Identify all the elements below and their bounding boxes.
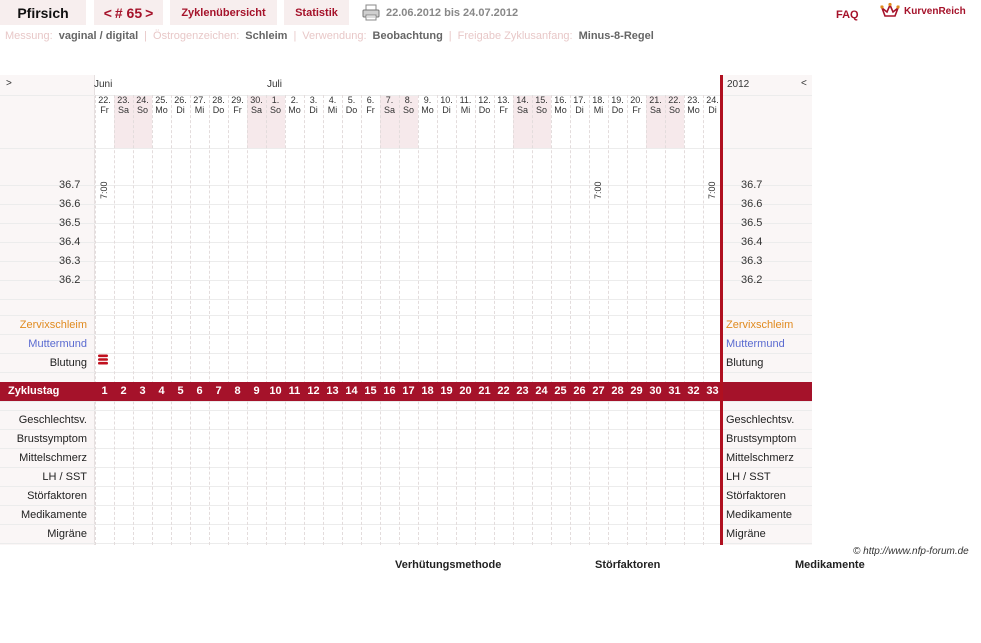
day-divider <box>209 95 210 545</box>
day-weekday: Mi <box>593 105 604 115</box>
day-header[interactable] <box>646 95 665 115</box>
row-label-st-rfaktoren-right: Störfaktoren <box>726 490 786 502</box>
grid-line <box>0 204 812 205</box>
row-label-cervix: Muttermund <box>28 338 87 350</box>
cycle-day-number: 23 <box>516 385 529 397</box>
grid-line <box>0 524 812 525</box>
cycle-day-number: 5 <box>177 385 184 397</box>
day-date: 11. <box>459 95 472 105</box>
cycle-day-number: 33 <box>706 385 719 397</box>
day-weekday: Fr <box>233 105 242 115</box>
day-weekday: Di <box>575 105 584 115</box>
day-header[interactable] <box>551 95 570 115</box>
day-date: 27. <box>193 95 206 105</box>
logo[interactable] <box>880 1 980 21</box>
day-header[interactable] <box>456 95 475 115</box>
day-date: 8. <box>404 95 413 105</box>
day-header[interactable] <box>589 95 608 115</box>
day-divider <box>551 95 552 545</box>
grid-line <box>0 223 812 224</box>
release-key: Freigabe Zyklusanfang: <box>457 30 573 42</box>
cycle-chart <box>0 75 812 545</box>
separator: | <box>293 30 297 42</box>
release-value: Minus-8-Regel <box>578 30 654 42</box>
row-label-bleeding: Blutung <box>49 357 87 369</box>
grid-line <box>0 429 812 430</box>
day-divider <box>684 95 685 545</box>
measure-key: Messung: <box>5 30 53 42</box>
temperature-label-right: 36.7 <box>741 179 763 191</box>
day-divider <box>513 95 514 545</box>
day-header[interactable] <box>494 95 513 115</box>
day-header[interactable] <box>95 95 114 115</box>
day-header[interactable] <box>152 95 171 115</box>
grid-line <box>0 334 812 335</box>
day-weekday: Di <box>176 105 185 115</box>
logo-text: KurvenReich <box>904 5 966 17</box>
temperature-label-right: 36.4 <box>741 236 763 248</box>
measure-value: vaginal / digital <box>58 30 139 42</box>
day-divider <box>399 95 400 545</box>
legend-contraception: Verhütungsmethode <box>395 559 502 571</box>
cycle-day-number: 31 <box>668 385 681 397</box>
estrogen-value: Schleim <box>245 30 288 42</box>
temperature-label: 36.2 <box>59 274 81 286</box>
day-date: 24. <box>136 95 149 105</box>
grid-line <box>0 315 812 316</box>
day-date: 12. <box>478 95 491 105</box>
day-divider <box>266 95 267 545</box>
day-divider <box>190 95 191 545</box>
day-weekday: So <box>668 105 680 115</box>
row-label-brustsymptom-right: Brustsymptom <box>726 433 797 445</box>
temperature-label: 36.3 <box>59 255 81 267</box>
day-header[interactable] <box>475 95 494 115</box>
day-divider <box>95 95 96 545</box>
day-date: 21. <box>649 95 662 105</box>
day-date: 14. <box>516 95 529 105</box>
day-header[interactable] <box>418 95 437 115</box>
day-date: 22. <box>668 95 681 105</box>
grid-line <box>0 261 812 262</box>
day-divider <box>342 95 343 545</box>
cycle-day-number: 11 <box>288 385 301 397</box>
day-weekday: Do <box>345 105 358 115</box>
day-header[interactable] <box>608 95 627 115</box>
cycle-day-number: 15 <box>364 385 377 397</box>
day-divider <box>323 95 324 545</box>
day-weekday: So <box>535 105 547 115</box>
cycle-day-number: 13 <box>326 385 339 397</box>
day-header[interactable] <box>323 95 342 115</box>
cycle-day-number: 14 <box>345 385 358 397</box>
day-divider <box>494 95 495 545</box>
cycle-day-number: 3 <box>139 385 146 397</box>
day-header[interactable] <box>209 95 228 115</box>
grid-line <box>0 486 812 487</box>
day-date: 7. <box>385 95 394 105</box>
day-divider <box>285 95 286 545</box>
day-divider <box>133 95 134 545</box>
row-label-cervix-mucus: Zervixschleim <box>19 319 87 331</box>
grid-line <box>0 299 812 300</box>
day-weekday: So <box>402 105 414 115</box>
day-date: 10. <box>440 95 453 105</box>
day-divider <box>228 95 229 545</box>
day-weekday: Sa <box>250 105 262 115</box>
day-date: 2. <box>290 95 299 105</box>
day-header[interactable] <box>190 95 209 115</box>
grid-line <box>0 185 812 186</box>
day-header[interactable] <box>570 95 589 115</box>
cycle-day-bar <box>0 382 812 401</box>
month-label-june: Juni <box>94 79 113 90</box>
day-weekday: Sa <box>516 105 528 115</box>
row-label-geschlechtsv-right: Geschlechtsv. <box>726 414 795 426</box>
day-weekday: Mi <box>194 105 205 115</box>
copyright: © http://www.nfp-forum.de <box>853 546 969 557</box>
crown-logo-icon <box>880 2 900 20</box>
day-date: 9. <box>423 95 432 105</box>
faq-link[interactable]: FAQ <box>836 9 859 21</box>
scroll-right-button[interactable]: < <box>801 78 807 89</box>
day-divider <box>532 95 533 545</box>
day-weekday: Mi <box>327 105 338 115</box>
day-divider <box>475 95 476 545</box>
grid-line <box>0 543 812 544</box>
temperature-label-right: 36.6 <box>741 198 763 210</box>
day-date: 18. <box>592 95 605 105</box>
cycle-day-number: 16 <box>383 385 396 397</box>
day-date: 24. <box>706 95 719 105</box>
row-label-mittelschmerz: Mittelschmerz <box>19 452 87 464</box>
cycle-day-number: 9 <box>253 385 260 397</box>
row-label-lh-sst: LH / SST <box>42 471 87 483</box>
tab-statistics[interactable]: Statistik <box>284 0 350 25</box>
day-weekday: Mi <box>460 105 471 115</box>
day-date: 30. <box>250 95 263 105</box>
day-date: 25. <box>155 95 168 105</box>
row-label-migr-ne-right: Migräne <box>726 528 766 540</box>
day-header[interactable] <box>285 95 304 115</box>
day-weekday: Do <box>611 105 624 115</box>
row-label-st-rfaktoren: Störfaktoren <box>27 490 87 502</box>
grid-line <box>0 353 812 354</box>
grid-line <box>0 448 812 449</box>
bleeding-marker-icon[interactable] <box>97 354 109 365</box>
cycle-day-number: 18 <box>421 385 434 397</box>
day-header[interactable] <box>627 95 646 115</box>
temperature-label-right: 36.5 <box>741 217 763 229</box>
cycle-day-number: 4 <box>158 385 165 397</box>
year-label: 2012 <box>727 79 750 90</box>
cycle-day-number: 32 <box>687 385 700 397</box>
day-date: 17. <box>573 95 586 105</box>
day-date: 29. <box>231 95 244 105</box>
day-divider <box>114 95 115 545</box>
day-weekday: Mo <box>421 105 434 115</box>
row-label-bleeding-right: Blutung <box>726 357 764 369</box>
prev-cycle-button[interactable]: < <box>103 4 112 21</box>
day-date: 3. <box>309 95 318 105</box>
cycle-day-number: 1 <box>101 385 108 397</box>
temperature-label: 36.4 <box>59 236 81 248</box>
day-weekday: Di <box>442 105 451 115</box>
usage-value: Beobachtung <box>372 30 443 42</box>
day-divider <box>361 95 362 545</box>
day-date: 6. <box>366 95 375 105</box>
day-divider <box>589 95 590 545</box>
day-date: 13. <box>497 95 510 105</box>
day-date: 26. <box>174 95 187 105</box>
day-divider <box>380 95 381 545</box>
row-label-migr-ne: Migräne <box>47 528 87 540</box>
day-weekday: Di <box>309 105 318 115</box>
day-date: 1. <box>271 95 280 105</box>
day-date: 28. <box>212 95 225 105</box>
day-weekday: Sa <box>117 105 129 115</box>
day-header[interactable] <box>114 95 133 115</box>
day-header[interactable] <box>665 95 684 115</box>
grid-line <box>0 372 812 373</box>
today-marker <box>720 75 723 545</box>
day-weekday: So <box>269 105 281 115</box>
grid-line <box>0 467 812 468</box>
month-label-july: Juli <box>267 79 283 90</box>
day-divider <box>703 95 704 545</box>
settings-summary <box>5 30 654 42</box>
row-label-medikamente-right: Medikamente <box>726 509 793 521</box>
day-header[interactable] <box>247 95 266 115</box>
day-divider <box>570 95 571 545</box>
cycle-navigator <box>94 0 164 25</box>
day-header[interactable] <box>228 95 247 115</box>
cycle-day-number: 6 <box>196 385 203 397</box>
measure-time: 7:00 <box>593 181 603 199</box>
row-label-cervix-mucus-right: Zervixschleim <box>726 319 794 331</box>
day-header[interactable] <box>437 95 456 115</box>
cycle-day-number: 28 <box>611 385 624 397</box>
printer-icon[interactable] <box>362 4 380 21</box>
temperature-label: 36.6 <box>59 198 81 210</box>
cycle-day-number: 8 <box>234 385 241 397</box>
legend-disturbances: Störfaktoren <box>595 559 661 571</box>
grid-line <box>0 148 812 149</box>
day-weekday: Fr <box>100 105 109 115</box>
cycle-number: # 65 <box>114 4 143 21</box>
day-header[interactable] <box>133 95 152 115</box>
grid-line <box>0 401 812 402</box>
temperature-label: 36.5 <box>59 217 81 229</box>
day-divider <box>437 95 438 545</box>
day-header[interactable] <box>171 95 190 115</box>
legend-medication: Medikamente <box>795 559 865 571</box>
cycle-day-number: 26 <box>573 385 586 397</box>
day-header[interactable] <box>266 95 285 115</box>
day-date: 15. <box>535 95 548 105</box>
day-date: 20. <box>630 95 643 105</box>
row-label-geschlechtsv: Geschlechtsv. <box>18 414 87 426</box>
profile-name: Pfirsich <box>0 0 87 25</box>
day-header[interactable] <box>361 95 380 115</box>
day-divider <box>171 95 172 545</box>
day-weekday: So <box>136 105 148 115</box>
cycle-day-number: 19 <box>440 385 453 397</box>
day-date: 22. <box>98 95 111 105</box>
day-divider <box>456 95 457 545</box>
day-weekday: Mo <box>687 105 700 115</box>
separator: | <box>144 30 148 42</box>
day-date: 23. <box>687 95 700 105</box>
row-label-lh-sst-right: LH / SST <box>726 471 771 483</box>
day-weekday: Sa <box>649 105 661 115</box>
day-weekday: Mo <box>155 105 168 115</box>
day-weekday: Fr <box>366 105 375 115</box>
cycle-day-number: 27 <box>592 385 605 397</box>
grid-line <box>0 505 812 506</box>
day-divider <box>304 95 305 545</box>
cycle-day-number: 30 <box>649 385 662 397</box>
cycle-day-number: 12 <box>307 385 320 397</box>
grid-line <box>0 280 812 281</box>
temperature-label-right: 36.3 <box>741 255 763 267</box>
grid-line <box>0 242 812 243</box>
cycle-day-number: 22 <box>497 385 510 397</box>
day-date: 5. <box>347 95 356 105</box>
day-weekday: Fr <box>499 105 508 115</box>
day-header[interactable] <box>532 95 551 115</box>
measure-time: 7:00 <box>707 181 717 199</box>
day-weekday: Mo <box>288 105 301 115</box>
tab-cycle-overview[interactable]: Zyklenübersicht <box>170 0 278 25</box>
cycle-day-number: 20 <box>459 385 472 397</box>
next-cycle-button[interactable]: > <box>145 4 154 21</box>
grid-line <box>0 410 812 411</box>
day-weekday: Di <box>708 105 717 115</box>
cycle-day-number: 10 <box>269 385 282 397</box>
measure-time: 7:00 <box>99 181 109 199</box>
date-range: 22.06.2012 bis 24.07.2012 <box>386 7 519 19</box>
day-header[interactable] <box>399 95 418 115</box>
day-divider <box>247 95 248 545</box>
header <box>0 0 981 26</box>
day-header[interactable] <box>380 95 399 115</box>
day-weekday: Sa <box>383 105 395 115</box>
day-header[interactable] <box>513 95 532 115</box>
day-header[interactable] <box>304 95 323 115</box>
cycle-day-number: 2 <box>120 385 127 397</box>
row-label-brustsymptom: Brustsymptom <box>16 433 87 445</box>
day-weekday: Do <box>478 105 491 115</box>
day-date: 4. <box>328 95 337 105</box>
cycle-day-number: 29 <box>630 385 643 397</box>
usage-key: Verwendung: <box>302 30 367 42</box>
day-divider <box>418 95 419 545</box>
row-label-mittelschmerz-right: Mittelschmerz <box>726 452 794 464</box>
day-header[interactable] <box>684 95 703 115</box>
day-header[interactable] <box>342 95 361 115</box>
cycle-day-number: 21 <box>478 385 491 397</box>
day-weekday: Fr <box>632 105 641 115</box>
estrogen-key: Östrogenzeichen: <box>153 30 240 42</box>
day-date: 23. <box>117 95 130 105</box>
day-weekday: Do <box>212 105 225 115</box>
temperature-label: 36.7 <box>59 179 81 191</box>
day-divider <box>152 95 153 545</box>
cycle-day-number: 7 <box>215 385 222 397</box>
row-label-cervix-right: Muttermund <box>726 338 785 350</box>
scroll-left-button[interactable]: > <box>6 78 12 89</box>
cycle-day-label: Zyklustag <box>8 385 60 397</box>
day-divider <box>608 95 609 545</box>
day-date: 16. <box>554 95 567 105</box>
day-divider <box>665 95 666 545</box>
cycle-day-number: 24 <box>535 385 548 397</box>
day-date: 19. <box>611 95 624 105</box>
day-divider <box>646 95 647 545</box>
temperature-label-right: 36.2 <box>741 274 763 286</box>
row-label-medikamente: Medikamente <box>20 509 87 521</box>
day-divider <box>627 95 628 545</box>
cycle-day-number: 17 <box>402 385 415 397</box>
separator: | <box>448 30 452 42</box>
day-weekday: Mo <box>554 105 567 115</box>
cycle-day-number: 25 <box>554 385 567 397</box>
